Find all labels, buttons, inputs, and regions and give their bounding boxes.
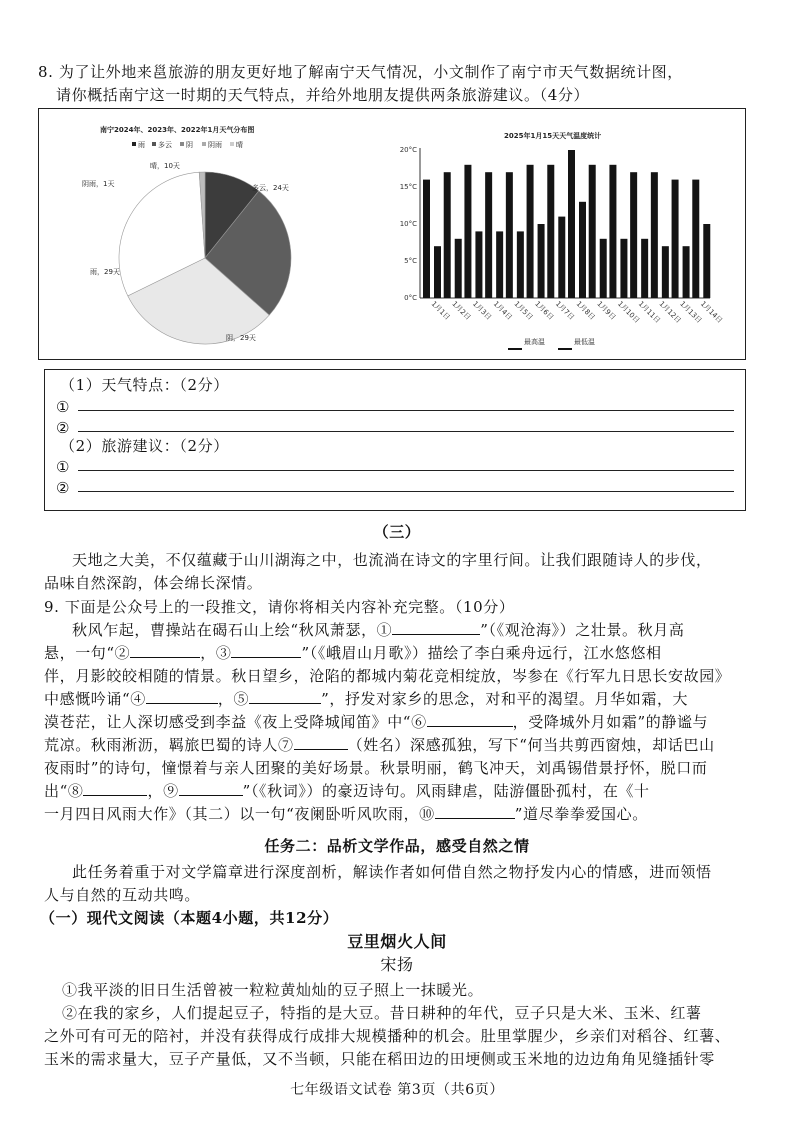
answer-part2-title: （2）旅游建议：（2分） bbox=[60, 437, 229, 455]
x-tick-label: 1月7日 bbox=[553, 299, 576, 322]
q9-line8: 出“⑧ ，⑨ ”（《秋词》）的豪迈诗句。风雨肆虐，陆游僵卧孤村，在《十 bbox=[44, 782, 650, 800]
q9-line6: 荒凉。秋雨淅沥，羁旅巴蜀的诗人⑦ （姓名）深感孤独，写下“何当共剪西窗烛，却话巴山 bbox=[44, 736, 715, 754]
bar-title: 2025年1月15天天气温度统计 bbox=[504, 132, 602, 140]
blank-7[interactable] bbox=[294, 735, 348, 750]
bar-max-6 bbox=[527, 165, 534, 298]
q9-line5: 漠苍茫，让人深切感受到李益《夜上受降城闻笛》中“⑥ ，受降城外月如霜”的静谧与 bbox=[44, 713, 709, 731]
bar-min-11 bbox=[641, 239, 648, 298]
section3-heading: （三） bbox=[373, 523, 421, 541]
x-tick-label: 1月1日 bbox=[429, 299, 452, 322]
blank-5[interactable] bbox=[249, 689, 321, 704]
x-tick-label: 1月3日 bbox=[471, 299, 493, 322]
bar-min-1 bbox=[434, 246, 441, 298]
answer-line-1b[interactable] bbox=[78, 431, 734, 432]
legend-max: 最高温 bbox=[524, 338, 545, 346]
y-tick-label: 20°C bbox=[399, 146, 417, 154]
task2-intro1: 此任务着重于对文学篇章进行深度剖析，解读作者如何借自然之物抒发内心的情感，进而领悟 bbox=[72, 863, 712, 881]
y-tick-label: 0°C bbox=[404, 294, 417, 302]
article-p1: ①我平淡的旧日生活曾被一粒粒黄灿灿的豆子照上一抹暖光。 bbox=[62, 981, 484, 999]
bar-max-10 bbox=[609, 165, 616, 298]
q9-line3: 伴，月影皎皎相随的情景。秋日望乡，沧陷的都城内菊花竞相绽放，岑参在《行军九日思长安故园》 bbox=[44, 667, 731, 685]
answer-marker-2a: ① bbox=[56, 458, 71, 476]
article-p2-line1: ②在我的家乡，人们提起豆子，特指的是大豆。昔日耕种的年代，豆子只是大米、玉米、红薯 bbox=[62, 1004, 702, 1022]
answer-marker-1b: ② bbox=[56, 419, 71, 437]
bar-max-13 bbox=[672, 180, 679, 298]
pie-label-cloudy: 多云，24天 bbox=[252, 184, 289, 192]
reading-section-title: （一）现代文阅读（本题4小题，共12分） bbox=[40, 909, 339, 927]
article-title: 豆里烟火人间 bbox=[347, 932, 447, 951]
bar-min-10 bbox=[620, 239, 627, 298]
bar-min-4 bbox=[496, 231, 503, 298]
blank-3[interactable] bbox=[231, 643, 301, 658]
task2-heading: 任务二：品析文学作品，感受自然之情 bbox=[264, 837, 530, 855]
answer-line-1a[interactable] bbox=[78, 410, 734, 411]
pie-legend bbox=[132, 140, 243, 149]
bar-max-1 bbox=[423, 180, 430, 298]
bar-max-7 bbox=[547, 165, 554, 298]
q9-line9: 一月四日风雨大作》（其二）以一句“夜阑卧听风吹雨，⑩ ”道尽拳拳爱国心。 bbox=[44, 805, 648, 823]
answer-line-2a[interactable] bbox=[78, 470, 734, 471]
bar-max-12 bbox=[651, 172, 658, 298]
pie-label-sunny: 晴，10天 bbox=[150, 162, 180, 170]
y-tick-label: 15°C bbox=[399, 183, 417, 191]
blank-4[interactable] bbox=[146, 689, 218, 704]
bar-max-8 bbox=[568, 150, 575, 298]
bar-max-2 bbox=[444, 172, 451, 298]
blank-10[interactable] bbox=[435, 804, 515, 819]
bar-min-12 bbox=[662, 246, 669, 298]
x-tick-label: 1月5日 bbox=[512, 299, 535, 322]
legend-overcast: 阴 bbox=[186, 141, 193, 149]
legend-drizzle: 阴雨 bbox=[208, 141, 222, 149]
bar-legend bbox=[508, 337, 595, 349]
answer-marker-1a: ① bbox=[56, 398, 71, 416]
x-tick-label: 1月8日 bbox=[574, 299, 597, 322]
pie-label-drizzle: 阴雨，1天 bbox=[82, 180, 115, 188]
task2-intro2: 人与自然的互动共鸣。 bbox=[44, 886, 201, 904]
y-tick-label: 10°C bbox=[399, 220, 417, 228]
bar-max-11 bbox=[630, 172, 637, 298]
pie-label-overcast: 阴，29天 bbox=[226, 334, 256, 342]
q8-line1: 8. 为了让外地来邕旅游的朋友更好地了解南宁天气情况，小文制作了南宁市天气数据统计图， bbox=[38, 63, 683, 81]
blank-6[interactable] bbox=[427, 712, 513, 727]
legend-cloudy: 多云 bbox=[158, 141, 172, 149]
blank-2[interactable] bbox=[130, 643, 200, 658]
x-tick-label: 1月9日 bbox=[595, 299, 618, 322]
y-tick-label: 5°C bbox=[404, 257, 417, 265]
blank-9[interactable] bbox=[179, 781, 243, 796]
x-tick-label: 1月13日 bbox=[678, 299, 704, 325]
x-tick-label: 1月10日 bbox=[616, 299, 642, 325]
bar-min-3 bbox=[475, 231, 482, 298]
section3-intro2: 品味自然深韵，体会绵长深情。 bbox=[44, 574, 263, 592]
bar-min-14 bbox=[703, 224, 710, 298]
x-tick-label: 1月11日 bbox=[636, 299, 662, 325]
legend-sunny: 晴 bbox=[236, 141, 243, 149]
x-tick-label: 1月12日 bbox=[657, 299, 683, 325]
page-footer: 七年级语文试卷 第3页（共6页） bbox=[290, 1082, 504, 1098]
section3-intro1: 天地之大美，不仅蕴藏于山川湖海之中，也流淌在诗文的字里行间。让我们跟随诗人的步伐， bbox=[72, 551, 712, 569]
blank-8[interactable] bbox=[83, 781, 147, 796]
bar-min-5 bbox=[517, 231, 524, 298]
pie-label-rain: 雨，29天 bbox=[90, 268, 120, 276]
bar-min-8 bbox=[579, 202, 586, 298]
x-tick-label: 1月2日 bbox=[450, 299, 473, 322]
legend-min: 最低温 bbox=[574, 338, 595, 346]
bar-max-5 bbox=[506, 172, 513, 298]
q9-title: 9. 下面是公众号上的一段推文，请你将相关内容补充完整。（10分） bbox=[44, 598, 515, 616]
bar-min-6 bbox=[538, 224, 545, 298]
answer-line-2b[interactable] bbox=[78, 491, 734, 492]
q8-line2: 请你概括南宁这一时期的天气特点，并给外地朋友提供两条旅游建议。（4分） bbox=[56, 86, 590, 104]
pie-title: 南宁2024年、2023年、2022年1月天气分布图 bbox=[100, 126, 255, 134]
q9-line1: 秋风乍起，曹操站在碣石山上绘“秋风萧瑟，① ”（《观沧海》）之壮景。秋月高 bbox=[72, 621, 685, 639]
article-p2-line2: 之外可有可无的陪衬，并没有获得成行成排大规模播种的机会。肚里掌腥少，乡亲们对稻谷、红薯、 bbox=[44, 1027, 731, 1045]
bar-max-4 bbox=[485, 172, 492, 298]
bar-max-3 bbox=[464, 165, 471, 298]
q9-line4: 中感慨吟诵“④ ，⑤ ”，抒发对家乡的思念，对和平的渴望。月华如霜，大 bbox=[44, 690, 689, 708]
bar-chart bbox=[392, 120, 732, 352]
bar-min-2 bbox=[455, 239, 462, 298]
bar-min-7 bbox=[558, 217, 565, 298]
article-p2-line3: 玉米的需求量大，豆子产量低，又不当顿，只能在稻田边的田埂侧或玉米地的边边角角见缝插针零 bbox=[44, 1050, 715, 1068]
article-author: 宋扬 bbox=[380, 955, 414, 974]
blank-1[interactable] bbox=[392, 620, 480, 635]
x-tick-label: 1月14日 bbox=[698, 299, 724, 325]
pie-chart bbox=[80, 118, 370, 353]
q9-line7: 夜雨时”的诗句，憧憬着与亲人团聚的美好场景。秋景明丽，鹤飞冲天，刘禹锡借景抒怀，脱口而 bbox=[44, 759, 708, 777]
bar-min-13 bbox=[683, 246, 690, 298]
q9-line2: 悬，一句“② ，③ ”（《峨眉山月歌》）描绘了李白乘舟远行，江水悠悠相 bbox=[44, 644, 662, 662]
answer-marker-2b: ② bbox=[56, 479, 71, 497]
bar-max-14 bbox=[692, 180, 699, 298]
x-tick-label: 1月4日 bbox=[491, 299, 514, 322]
answer-part1-title: （1）天气特点：（2分） bbox=[60, 376, 229, 394]
legend-rain: 雨 bbox=[138, 141, 145, 149]
x-tick-label: 1月6日 bbox=[533, 299, 556, 322]
bar-min-9 bbox=[600, 239, 607, 298]
bar-max-9 bbox=[589, 165, 596, 298]
